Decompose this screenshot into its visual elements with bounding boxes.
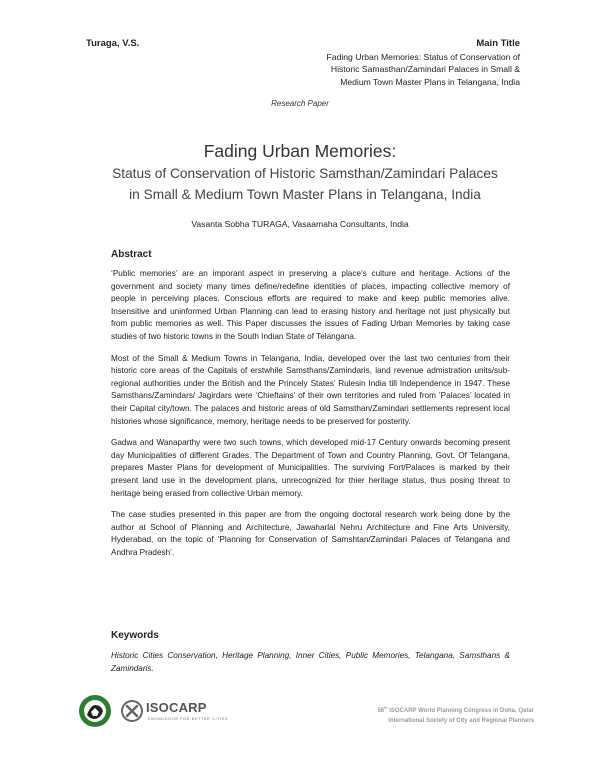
congress-number: 56 — [377, 708, 385, 714]
main-title-line: Fading Urban Memories: Status of Conservation of — [326, 51, 520, 62]
paper-title: Fading Urban Memories: — [203, 141, 397, 161]
main-title-line: Medium Town Master Plans in Telangana, India — [340, 76, 520, 87]
congress-rest: ISOCARP World Planning Congress in Doha, Qatar — [387, 708, 534, 714]
abstract-paragraph: ‘Public memories’ are an imporant aspect in preserving a place’s culture and heritage. Actions of the government and society many times define/redefine identities of places, impacting collective memory of people in perceiving places. Conscious efforts are required to make and keep public memories alive. Insensitive and uninformed Urban Planning can lead to erasing history and heritage not just physically but from public memories as well. This Paper discusses the issues of Fading Urban Memories by taking case studies of two historic towns in the South Indian State of Telangana. — [111, 269, 510, 341]
main-title-label: Main Title — [476, 38, 520, 49]
isocarp-logo-text: ISOCARP — [146, 700, 207, 715]
congress-suffix: th — [384, 706, 388, 710]
paper-type: Research Paper — [271, 99, 329, 108]
main-title-line: Historic Samasthan/Zamindari Palaces in Small & — [330, 64, 520, 74]
running-header-author: Turaga, V.S. — [86, 38, 140, 49]
society-name: International Society of City and Regional Planners — [388, 718, 534, 724]
running-header-title — [260, 38, 520, 88]
abstract-heading: Abstract — [111, 249, 152, 260]
keywords-list: Historic Cities Conservation, Heritage Planning, Inner Cities, Public Memories, Telangana, Samsthans & Zamindaris. — [111, 651, 510, 673]
congress-line — [314, 703, 534, 716]
abstract-paragraph: Gadwa and Wanaparthy were two such towns, which developed mid-17 Century onwards becoming present day Municipalities of different Grades. The Department of Town and Country Planning, Govt. Of Telangana, prepares Master Plans for development of Municipalities. The surviving Fort/Palaces is marked by their present land use in the development plans, unrecognized for thier heritage status, thus posing threat to heritage being erased from collective Urban memory. — [111, 438, 510, 498]
abstract-body — [111, 268, 510, 568]
abstract-paragraph: The case studies presented in this paper are from the ongoing doctoral research work being done by the author at School of Planning and Architecture, Jawaharlal Nehru Architecture and Fine Arts University, Hyderabad, on the topic of ‘Planning for Conservation of Samshtan/Zamindari Palaces of Telangana and Andhra Pradesh’. — [111, 510, 510, 557]
abstract-paragraph: Most of the Small & Medium Towns in Telangana, India, developed over the last two centuries from their historic core areas of the Capitals of erstwhile Samsthans/Zamindaris, land revenue admistration units/sub-regional authorities under the British and the Princely States’ Rulesin India till Independence in 1947. These Samsthans/Zamindars/ Jagirdars were ‘Chieftains’ of their own territories and ruled from ‘Palaces’ located in their Capital city/town. The palaces and historic areas of old Samsthan/Zamindari settlements represent local histories whose significance, memory, heritage needs to be preserved for posterity. — [111, 353, 510, 426]
isocarp-logo-icon — [121, 700, 143, 722]
paper-subtitle: Status of Conservation of Historic Samsthan/Zamindari Palaces in Small & Medium Town Master Plans in Telangana, India — [112, 166, 498, 202]
isocarp-logo-tagline: KNOWLEDGE FOR BETTER CITIES — [148, 716, 228, 721]
keywords-heading: Keywords — [111, 630, 159, 641]
authors-line: Vasanta Sobha TURAGA, Vasaamaha Consultants, India — [191, 219, 409, 229]
congress-emblem-icon — [78, 694, 112, 728]
page-footer — [314, 703, 534, 726]
